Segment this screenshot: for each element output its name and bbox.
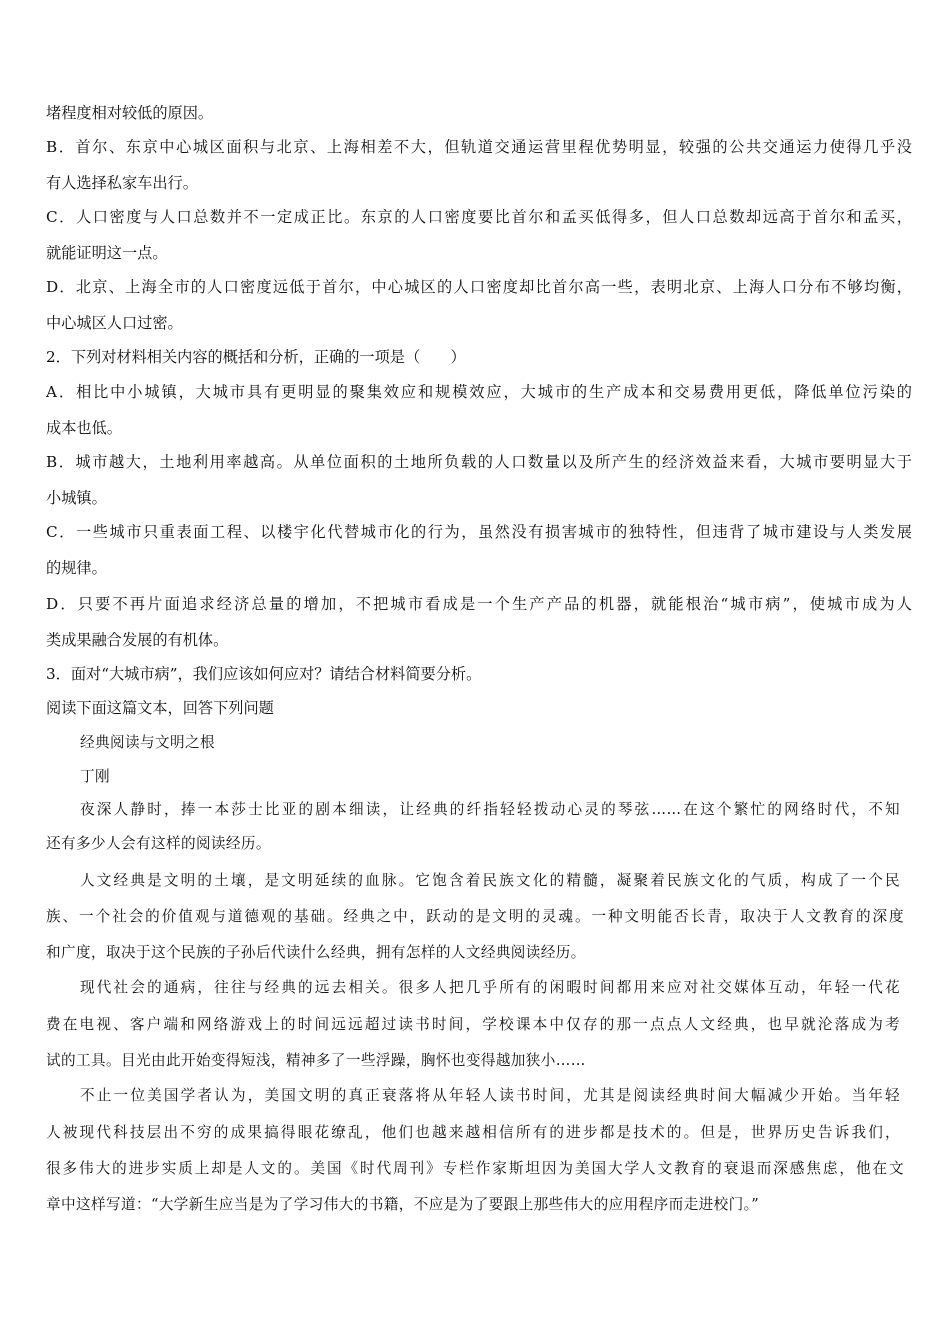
- q2-option-b-line-1: B．城市越大，土地利用率越高。从单位面积的土地所负载的人口数量以及所产生的经济效益来看，大城市要明显大于: [46, 453, 912, 471]
- option-d-line-1: D．北京、上海全市的人口密度远低于首尔，中心城区的人口密度却比首尔高一些，表明北京、上海人口分布不够均衡，: [46, 278, 912, 296]
- option-c-line-1: C．人口密度与人口总数并不一定成正比。东京的人口密度要比首尔和孟买低得多，但人口总数却远高于首尔和孟买，: [46, 208, 912, 226]
- q2-option-a-line-2: 成本也低。: [46, 419, 122, 437]
- paragraph-2-line-3: 和广度，取决于这个民族的子孙后代读什么经典，拥有怎样的人文经典阅读经历。: [46, 944, 586, 961]
- passage-title: 经典阅读与文明之根: [80, 734, 215, 751]
- paragraph-1-line-2: 还有多少人会有这样的阅读经历。: [46, 835, 271, 852]
- reading-instruction: 阅读下面这篇文本，回答下列问题: [46, 699, 274, 717]
- paragraph-1-line-1: 夜深人静时，捧一本莎士比亚的剧本细读，让经典的纤指轻轻拨动心灵的琴弦……在这个繁忙的网络时代，不知: [80, 801, 900, 818]
- question-3-stem: 3．面对“大城市病”，我们应该如何应对？请结合材料简要分析。: [46, 665, 482, 683]
- paragraph-4-line-2: 人被现代科技层出不穷的成果搞得眼花缭乱，他们也越来越相信所有的进步都是技术的。但是，世界历史告诉我们，: [46, 1124, 900, 1141]
- paragraph-3-line-1: 现代社会的通病，往往与经典的远去相关。很多人把几乎所有的闲暇时间都用来应对社交媒体互动，年轻一代花: [80, 979, 900, 996]
- passage-author: 丁刚: [80, 768, 110, 785]
- paragraph-4-line-1: 不止一位美国学者认为，美国文明的真正衰落将从年轻人读书时间，尤其是阅读经典时间大幅减少开始。当年轻: [80, 1087, 900, 1104]
- paragraph-3-line-3: 试的工具。目光由此开始变得短浅，精神多了一些浮躁，胸怀也变得越加狭小……: [46, 1052, 586, 1069]
- q2-option-c-line-2: 的规律。: [46, 559, 107, 577]
- option-b-line-1: B．首尔、东京中心城区面积与北京、上海相差不大，但轨道交通运营里程优势明显，较强的公共交通运力使得几乎没: [46, 138, 912, 156]
- paragraph-4-line-3: 很多伟大的进步实质上却是人文的。美国《时代周刊》专栏作家斯坦因为美国大学人文教育的衰退而深感焦虑，他在文: [46, 1160, 904, 1177]
- option-a-continuation: 堵程度相对较低的原因。: [46, 104, 214, 122]
- q2-option-a-line-1: A．相比中小城镇，大城市具有更明显的聚集效应和规模效应，大城市的生产成本和交易费用更低，降低单位污染的: [46, 383, 912, 401]
- q2-option-c-line-1: C．一些城市只重表面工程、以楼宇化代替城市化的行为，虽然没有损害城市的独特性，但违背了城市建设与人类发展: [46, 523, 912, 541]
- paragraph-2-line-1: 人文经典是文明的土壤，是文明延续的血脉。它饱含着民族文化的精髓，凝聚着民族文化的气质，构成了一个民: [80, 872, 900, 889]
- question-2-stem: 2．下列对材料相关内容的概括和分析，正确的一项是（ ）: [46, 348, 466, 366]
- q2-option-b-line-2: 小城镇。: [46, 489, 107, 507]
- paragraph-3-line-2: 费在电视、客户端和网络游戏上的时间远远超过读书时间，学校课本中仅存的那一点点人文经典，也早就沦落成为考: [46, 1016, 900, 1033]
- paragraph-2-line-2: 族、一个社会的价值观与道德观的基础。经典之中，跃动的是文明的灵魂。一种文明能否长青，取决于人文教育的深度: [46, 908, 904, 925]
- q2-option-d-line-2: 类成果融合发展的有机体。: [46, 631, 229, 649]
- option-c-line-2: 就能证明这一点。: [46, 244, 168, 262]
- option-d-line-2: 中心城区人口过密。: [46, 314, 183, 332]
- option-b-line-2: 有人选择私家车出行。: [46, 174, 198, 192]
- paragraph-4-line-4: 章中这样写道：“大学新生应当是为了学习伟大的书籍，不应是为了要跟上那些伟大的应用程序而走进校门。”: [46, 1196, 760, 1213]
- q2-option-d-line-1: D．只要不再片面追求经济总量的增加，不把城市看成是一个生产产品的机器，就能根治“城市病”，使城市成为人: [46, 595, 912, 613]
